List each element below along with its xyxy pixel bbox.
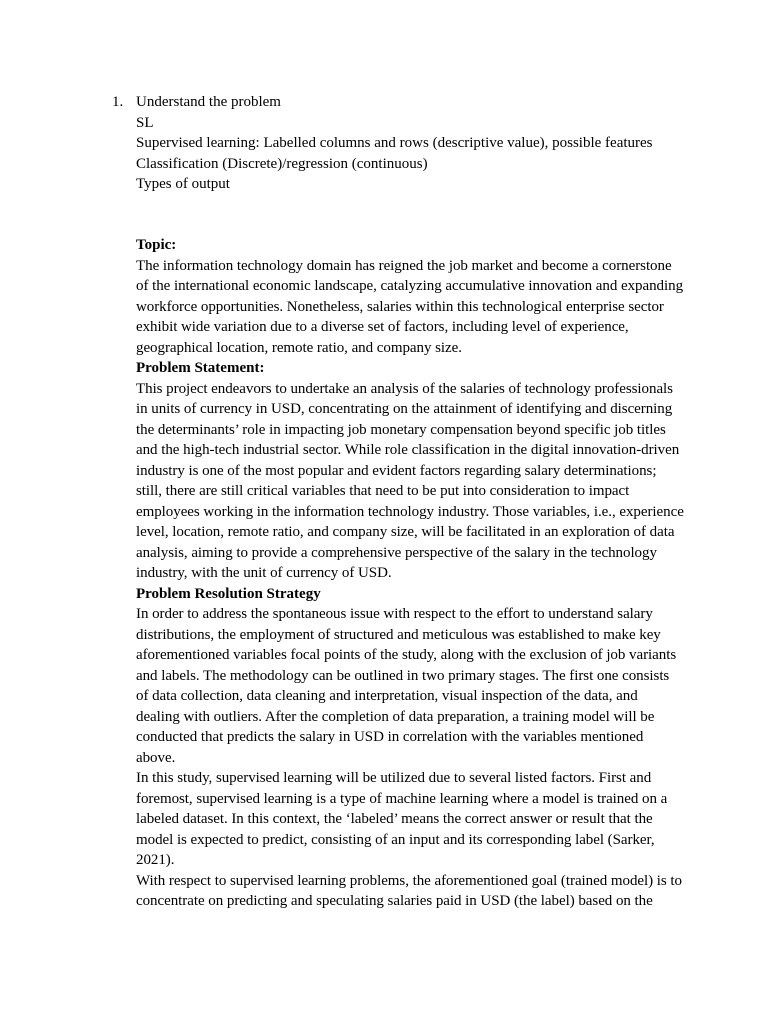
list-line-sl: SL — [136, 114, 154, 131]
topic-heading: Topic: — [136, 237, 177, 253]
document-body — [136, 235, 684, 912]
resolution-paragraph-supervised: In this study, supervised learning will be utilized due to several listed factors. First and foremost, supervised learning is a type of machine learning where a model is trained on a labeled dataset. In this context, the ‘labeled’ means the correct answer or result that the model is expected to predict, consisting of an input and its corresponding label (Sarker, 2021). — [136, 770, 668, 868]
list-line-classification: Classification (Discrete)/regression (continuous) — [136, 155, 428, 172]
problem-statement-heading: Problem Statement: — [136, 360, 265, 376]
list-line-supervised-learning: Supervised learning: Labelled columns and rows (descriptive value), possible features — [136, 135, 653, 151]
problem-statement-paragraph: This project endeavors to undertake an analysis of the salaries of technology professionals in units of currency in USD, concentrating on the attainment of identifying and discerning the determinants’ role in impacting job monetary compensation beyond specific job titles and the high-tech industrial sector. While role classification in the digital innovation-driven industry is one of the most popular and evident factors regarding salary determinations; still, there are still critical variables that need to be put into consideration to impact employees working in the information technology industry. Those variables, i.e., experience level, location, remote ratio, and company size, will be facilitated in an exploration of data analysis, aiming to provide a comprehensive perspective of the salary in the technology industry, with the unit of currency of USD. — [136, 380, 684, 581]
list-marker: 1. — [112, 94, 124, 110]
resolution-paragraph-methodology: In order to address the spontaneous issue with respect to the effort to understand salary distributions, the employment of structured and meticulous was established to make key aforementioned variables focal points of the study, along with the exclusion of job variants and labels. The methodology can be outlined in two primary stages. The first one consists of data collection, data cleaning and interpretation, visual inspection of the data, and dealing with outliers. After the completion of data preparation, a training model will be conducted that predicts the salary in USD in correlation with the variables mentioned above. — [136, 606, 677, 766]
resolution-strategy-heading: Problem Resolution Strategy — [136, 585, 321, 602]
resolution-paragraph-goal: With respect to supervised learning problems, the aforementioned goal (trained model) is to concentrate on predicting and speculating salaries paid in USD (the label) based on the — [136, 872, 682, 909]
list-line-types-of-output: Types of output — [136, 176, 230, 192]
list-line-understand-problem: Understand the problem — [136, 94, 281, 110]
numbered-list — [112, 92, 696, 195]
topic-paragraph: The information technology domain has reigned the job market and become a cornerstone of the international economic landscape, catalyzing accumulative innovation and expanding workforce opportunities. Nonetheless, salaries within this technological enterprise sector exhibit wide variation due to a diverse set of factors, including level of experience, geographical location, remote ratio, and company size. — [136, 257, 684, 356]
